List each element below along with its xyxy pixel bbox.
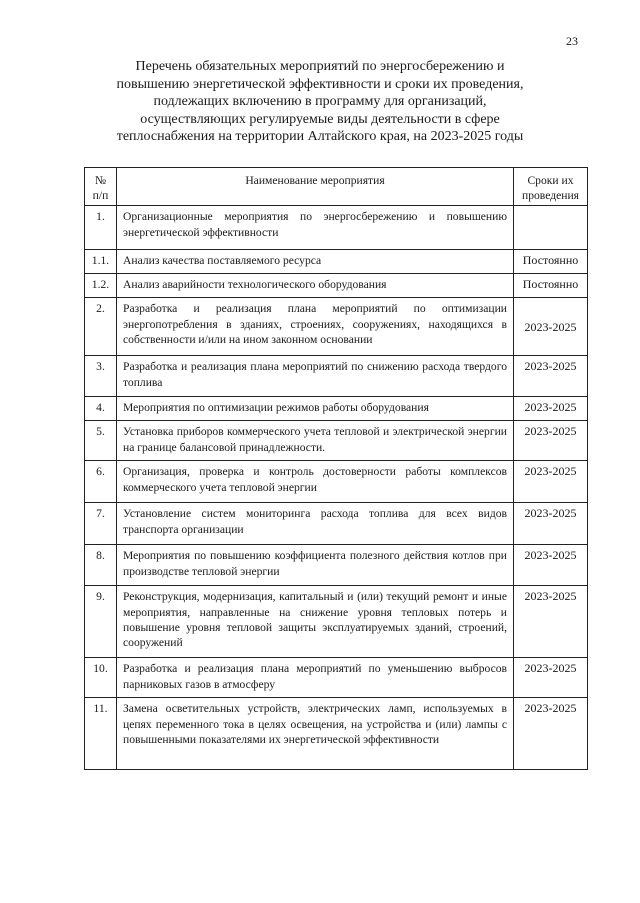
row-name: Организационные мероприятия по энергосбережению и повышению энергетической эффективности <box>117 206 514 250</box>
row-name: Мероприятия по повышению коэффициента полезного действия котлов при производстве тепловой энергии <box>117 545 514 586</box>
row-num: 7. <box>85 503 117 545</box>
row-term: 2023-2025 <box>514 545 588 586</box>
row-name: Разработка и реализация плана мероприятий по снижению расхода твердого топлива <box>117 356 514 397</box>
row-num: 9. <box>85 586 117 658</box>
row-num: 4. <box>85 397 117 421</box>
row-name: Установка приборов коммерческого учета тепловой и электрической энергии на границе балансовой принадлежности. <box>117 421 514 461</box>
document-title <box>60 58 580 146</box>
row-name: Замена осветительных устройств, электрических ламп, используемых в цепях переменного тока в целях освещения, на устройства и (или) лампы с повышенными показателями их энергетической эффективности <box>117 698 514 770</box>
table-row <box>85 356 588 397</box>
table-row <box>85 586 588 658</box>
row-num: 2. <box>85 298 117 356</box>
row-num: 1. <box>85 206 117 250</box>
row-term: 2023-2025 <box>514 658 588 698</box>
row-name: Разработка и реализация плана мероприятий по уменьшению выбросов парниковых газов в атмосферу <box>117 658 514 698</box>
row-term: 2023-2025 <box>514 356 588 397</box>
row-name: Мероприятия по оптимизации режимов работы оборудования <box>117 397 514 421</box>
row-num: 10. <box>85 658 117 698</box>
row-term: 2023-2025 <box>514 586 588 658</box>
row-name: Организация, проверка и контроль достоверности работы комплексов коммерческого учета тепловой энергии <box>117 461 514 503</box>
table-row <box>85 658 588 698</box>
table-row <box>85 503 588 545</box>
row-num: 3. <box>85 356 117 397</box>
row-name: Анализ качества поставляемого ресурса <box>117 250 514 274</box>
row-term: 2023-2025 <box>514 397 588 421</box>
row-num: 6. <box>85 461 117 503</box>
row-num: 8. <box>85 545 117 586</box>
title-line: повышению энергетической эффективности и сроки их проведения, <box>116 76 524 92</box>
row-term: 2023-2025 <box>514 503 588 545</box>
row-name: Установление систем мониторинга расхода топлива для всех видов транспорта организации <box>117 503 514 545</box>
row-num: 11. <box>85 698 117 770</box>
row-term: Постоянно <box>514 250 588 274</box>
row-num: 1.2. <box>85 274 117 298</box>
row-num: 1.1. <box>85 250 117 274</box>
row-name: Разработка и реализация плана мероприятий по оптимизации энергопотребления в зданиях, строениях, сооружениях, находящихся в собственности и/или на ином законном основании <box>117 298 514 356</box>
title-line: осуществляющих регулируемые виды деятельности в сфере <box>140 111 500 127</box>
table-row <box>85 250 588 274</box>
title-line: подлежащих включению в программу для организаций, <box>153 94 487 109</box>
header-term: Сроки их проведения <box>514 168 588 206</box>
row-name: Анализ аварийности технологического оборудования <box>117 274 514 298</box>
row-num: 5. <box>85 421 117 461</box>
title-line: Перечень обязательных мероприятий по энергосбережению и <box>135 59 505 74</box>
table-row <box>85 421 588 461</box>
title-line: теплоснабжения на территории Алтайского края, на 2023-2025 годы <box>116 129 524 144</box>
header-num: № п/п <box>85 168 117 206</box>
table-row <box>85 298 588 356</box>
row-term: 2023-2025 <box>514 461 588 503</box>
row-term: 2023-2025 <box>514 421 588 461</box>
table-header-row <box>85 168 588 206</box>
table-row <box>85 698 588 770</box>
row-term: 2023-2025 <box>514 298 588 356</box>
table-row <box>85 274 588 298</box>
row-term: Постоянно <box>514 274 588 298</box>
table-row <box>85 545 588 586</box>
page-number: 23 <box>566 34 578 48</box>
table-row <box>85 206 588 250</box>
measures-table <box>84 167 588 770</box>
table-row <box>85 461 588 503</box>
row-name: Реконструкция, модернизация, капитальный и (или) текущий ремонт и иные мероприятия, направленные на снижение уровня тепловых потерь и повышение уровня тепловой защиты эксплуатируемых зданий, строений, сооружений <box>117 586 514 658</box>
header-name: Наименование мероприятия <box>117 168 514 206</box>
table-row <box>85 397 588 421</box>
row-term <box>514 206 588 250</box>
row-term: 2023-2025 <box>514 698 588 770</box>
